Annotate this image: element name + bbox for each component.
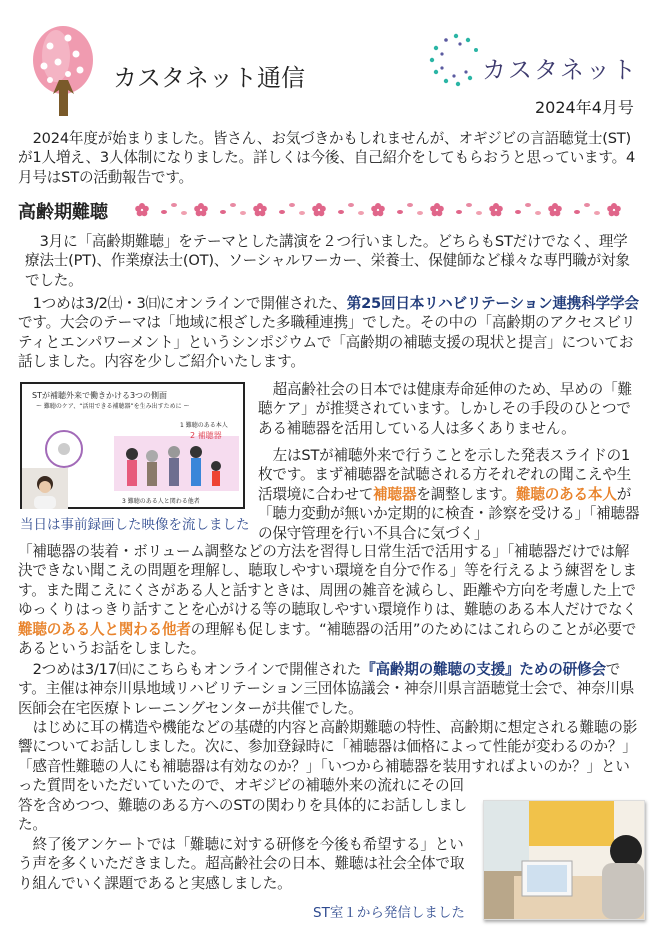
issue-date: 2024年4月号: [535, 98, 634, 117]
sakura-petal-icon: [525, 203, 531, 207]
intro-paragraph: 2024年度が始まりました。皆さん、お気づきかもしれませんが、オギジビの言語聴覚士(ST)が1人増え、3人体制になりました。詳しくは今後、自己紹介をしてもらおうと思っています。4月号はSTの活動報告です。: [18, 130, 636, 186]
sakura-flower-icon: [607, 203, 621, 216]
sakura-petal-icon: [161, 210, 167, 214]
event1-name: 第25回日本リハビリテーション連携科学学会: [346, 295, 639, 312]
sakura-petal-icon: [279, 210, 285, 214]
sakura-flower-icon: [548, 203, 562, 216]
sakura-petal-icon: [574, 210, 580, 214]
side-text-c: が「聴力変動が無いか定期的に検査・診察を受ける」「補聴器の保守管理を行い不具合に気づく」: [258, 485, 640, 542]
sakura-petal-icon: [348, 203, 354, 207]
slide-label-1: 1 難聴のある本人: [180, 422, 228, 429]
closing-paragraph: 終了後アンケートでは「難聴に対する研修を今後も希望する」という声を多くいただきました。超高齢社会の日本、難聴は社会全体で取り組んでいく課題であると実感しました。: [18, 836, 465, 892]
lead-paragraph: 3月に「高齢期難聴」をテーマとした講演を２つ行いました。どちらもSTだけでなく、理学療法士(PT)、作業療法士(OT)、ソーシャルワーカー、栄養士、保健師など様々な専門職が対象でした。: [25, 233, 630, 289]
newsletter-title: カスタネット通信: [113, 64, 305, 92]
slide-label-2: 2 補聴器: [190, 431, 222, 440]
sakura-petal-icon: [535, 211, 541, 215]
sakura-petal-icon: [456, 210, 462, 214]
sakura-petal-icon: [417, 211, 423, 215]
online-session-photo: [483, 800, 645, 920]
side-text-b: を調整します。: [416, 485, 516, 503]
event2-name: 『高齢期の難聴の支援』ための研修会: [361, 661, 606, 678]
logo-text: カスタネット: [482, 56, 638, 84]
event2-paragraph: [18, 660, 643, 718]
slide-cycle-illustration: [34, 424, 94, 474]
side-paragraph-2: [258, 446, 643, 543]
highlight-others: 難聴のある人と関わる他者: [18, 620, 191, 638]
event1-text-post: です。大会のテーマは「地域に根ざした多職種連携」でした。その中の「高齢期のアクセスビリティとエンパワーメント」というシンポジウムで「高齢期の補聴支援の現状と提言」についてお話しました。内容を少しご紹介いたします。: [18, 314, 636, 371]
sakura-petal-icon: [407, 203, 413, 207]
presentation-slide-image: [20, 382, 245, 509]
full-paragraph: [18, 542, 643, 658]
sakura-petal-icon: [338, 210, 344, 214]
cherry-tree-icon: [28, 24, 98, 118]
sakura-flower-icon: [489, 203, 503, 216]
sakura-petal-icon: [358, 211, 364, 215]
photo-caption: ST室１から発信しました: [313, 905, 465, 921]
sakura-petal-icon: [171, 203, 177, 207]
sakura-petal-icon: [230, 203, 236, 207]
sakura-flower-icon: [253, 203, 267, 216]
sakura-divider-icon: [132, 199, 632, 221]
sakura-flower-icon: [194, 203, 208, 216]
event2-detail-paragraph: はじめに耳の構造や機能などの基礎的内容と高齢期難聴の特性、高齢期に想定される難聴の影響についてお話ししました。次に、参加登録時に「補聴器は価格によって性能が変わるのか？」「感音性難聴の人にも補聴器は有効なのか？」「いつから補聴器を装用すればよいのか？」といった質問をいただいていたので、オギジビの補聴外来の流れにその回: [18, 719, 638, 795]
presenter-video-thumbnail: [22, 468, 68, 509]
highlight-person-with-hearing-loss: 難聴のある本人: [515, 485, 617, 503]
logo-dots-icon: [428, 32, 484, 88]
sakura-petal-icon: [466, 203, 472, 207]
highlight-hearing-aid: 補聴器: [373, 485, 417, 503]
sakura-petal-icon: [397, 210, 403, 214]
event2-text-pre: 2つめは3/17㈰にこちらもオンラインで開催された: [32, 661, 362, 678]
side-paragraph-1: 超高齢社会の日本では健康寿命延伸のため、早めの「難聴ケア」が推奨されています。しかしその手段のひとつである補聴器を活用している人は多くありません。: [258, 381, 632, 437]
full-text-a: 「補聴器の装着・ボリューム調整などの方法を習得し日常生活で活用する」「補聴器だけでは解決できない聞こえの問題を理解し、聴取しやすい環境を自分で作る」等を行えるよう練習をします。また聞こえにくさがある人と話すときは、周囲の雑音を減らし、距離や方向を考慮した上でゆっくりはっきり話すことを心がける等の聴取しやすい環境作りは、難聴のある本人だけでなく: [18, 543, 637, 619]
section-heading: 高齢期難聴: [18, 202, 108, 223]
side-text-a: 左はSTが補聴外来で行うことを示した発表スライドの1枚です。まず補聴器を試聴される方それぞれの聞こえや生活環境に合わせて: [258, 447, 632, 503]
sakura-flower-icon: [430, 203, 444, 216]
sakura-petal-icon: [220, 210, 226, 214]
slide-family-illustration: [114, 436, 239, 491]
sakura-petal-icon: [594, 211, 600, 215]
sakura-petal-icon: [476, 211, 482, 215]
sakura-petal-icon: [584, 203, 590, 207]
sakura-petal-icon: [515, 210, 521, 214]
event1-paragraph: [18, 294, 643, 372]
sakura-flower-icon: [312, 203, 326, 216]
slide-subtitle: ー 難聴のケア、“活用できる補聴器”を生み出すために ー: [36, 403, 190, 410]
event2-text-post: です。主催は神奈川県地域リハビリテーション三団体協議会・神奈川県言語聴覚士会で、神奈川県医師会在宅医療トレーニングセンターが共催でした。: [18, 661, 635, 717]
sakura-flower-icon: [135, 203, 149, 216]
full-text-b: の理解も促します。“補聴器の活用”のためにはこれらのことが必要であるというお話をしました。: [18, 620, 637, 658]
event1-text-pre: 1つめは3/2㈯・3㈰にオンラインで開催された、: [32, 295, 347, 312]
sakura-petal-icon: [299, 211, 305, 215]
sakura-petal-icon: [240, 211, 246, 215]
event2-detail-continued: 答を含めつつ、難聴のある方へのSTの関わりを具体的にお話ししました。: [18, 797, 468, 834]
slide-title: STが補聴外来で働きかける3つの側面: [32, 391, 168, 400]
slide-caption: 当日は事前録画した映像を流しました: [20, 517, 250, 533]
sakura-petal-icon: [181, 211, 187, 215]
slide-label-3: 3 難聴のある人と関わる他者: [122, 498, 200, 505]
sakura-petal-icon: [289, 203, 295, 207]
sakura-flower-icon: [371, 203, 385, 216]
